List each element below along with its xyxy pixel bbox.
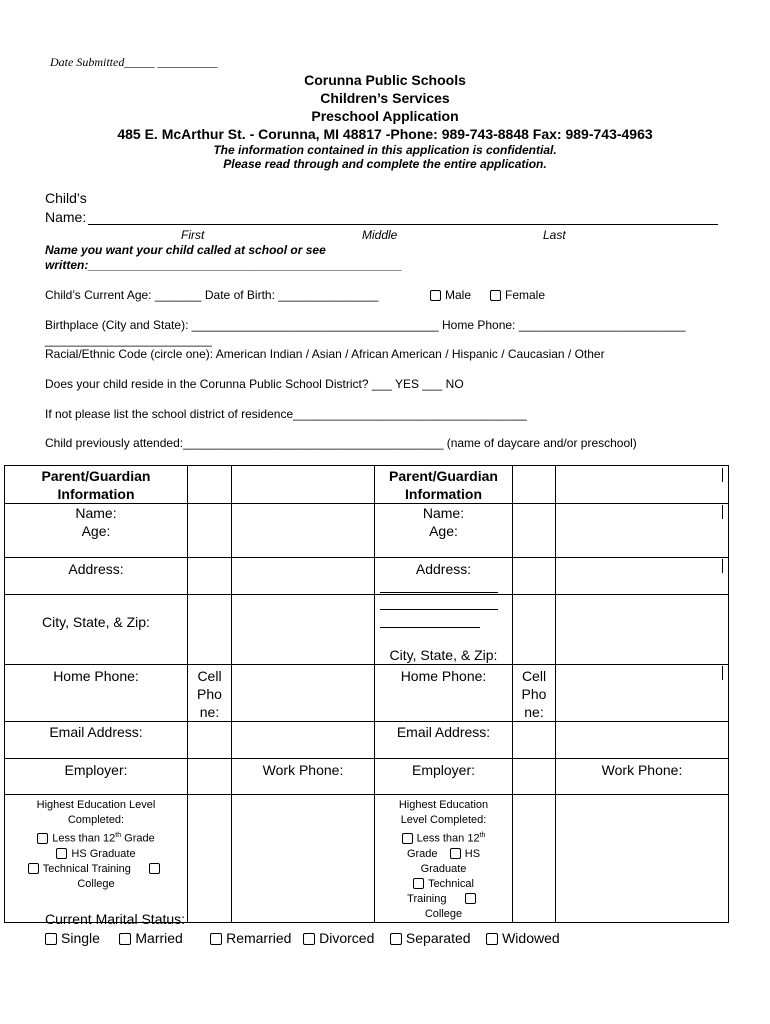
marital-widowed[interactable] xyxy=(486,930,560,946)
guardian1-name-age: Name: Age: xyxy=(5,504,188,558)
marital-options xyxy=(45,930,560,946)
cell[interactable] xyxy=(556,722,729,759)
previous-line[interactable]: Child previously attended:_______________________________________ (name of daycare and/or preschool) xyxy=(45,436,637,450)
date-submitted: Date Submitted_____ __________ xyxy=(50,55,218,69)
called-label-2[interactable]: written:_______________________________________________ xyxy=(45,258,402,272)
guardian-table xyxy=(4,465,729,923)
edu-tech-short: Technical xyxy=(428,877,474,890)
guardian2-home-phone: Home Phone: xyxy=(375,665,513,722)
edu-th: th xyxy=(479,832,486,839)
option-label: Remarried xyxy=(226,930,292,946)
option-label: Married xyxy=(135,930,183,946)
cell[interactable] xyxy=(188,504,232,558)
edu-less-option[interactable] xyxy=(5,828,187,847)
guardian2-education xyxy=(375,795,513,923)
marital-married[interactable] xyxy=(119,930,182,946)
edu-less-label: Less than 12 xyxy=(416,832,480,845)
first-label: First xyxy=(181,228,205,242)
college-checkbox[interactable] xyxy=(149,863,160,874)
cell[interactable] xyxy=(513,504,556,558)
age-dob-line[interactable]: Child’s Current Age: _______ Date of Birth: _______________ xyxy=(45,288,379,302)
marital-remarried[interactable] xyxy=(210,930,291,946)
guardian2-name-age: Name: Age: xyxy=(375,504,513,558)
checkbox[interactable] xyxy=(119,933,131,945)
cell[interactable] xyxy=(513,722,556,759)
cell[interactable] xyxy=(556,466,729,504)
edu-tech-label: Technical Training xyxy=(42,862,131,875)
checkbox[interactable] xyxy=(402,833,413,844)
female-label: Female xyxy=(505,288,546,302)
address-line: 485 E. McArthur St. - Corunna, MI 48817 -Phone: 989-743-8848 Fax: 989-743-4963 xyxy=(117,126,653,142)
guardian2-work-phone: Work Phone: xyxy=(556,759,729,795)
cell[interactable] xyxy=(188,466,232,504)
cell[interactable] xyxy=(232,795,375,923)
checkbox[interactable] xyxy=(486,933,498,945)
tick-mark xyxy=(722,468,723,482)
child-name-field[interactable] xyxy=(88,224,718,225)
middle-label: Middle xyxy=(362,228,398,242)
racial-line: Racial/Ethnic Code (circle one): American Indian / Asian / African American / Hispanic / Caucasian / Other xyxy=(45,347,605,361)
edu-title: Highest Education Level Completed: xyxy=(398,799,489,826)
child-name-label-1: Child’s xyxy=(45,190,87,206)
edu-tech-option[interactable] xyxy=(5,862,187,877)
birthplace-line[interactable]: Birthplace (City and State): _____________________________________ Home Phone: _________________________ xyxy=(45,318,686,332)
edu-grade-hs-option[interactable] xyxy=(375,847,512,862)
edu-training: Training xyxy=(407,892,447,905)
female-checkbox[interactable] xyxy=(490,290,501,301)
guardian2-header: Parent/Guardian Information xyxy=(375,466,513,504)
guardian1-work-phone: Work Phone: xyxy=(232,759,375,795)
address-line-right-3 xyxy=(380,627,480,628)
instructions-note: Please read through and complete the entire application. xyxy=(223,157,547,171)
college-checkbox[interactable] xyxy=(465,893,476,904)
guardian1-address: Address: xyxy=(5,558,188,595)
cell[interactable] xyxy=(556,665,729,722)
marital-label: Current Marital Status: xyxy=(45,911,186,927)
cell[interactable] xyxy=(513,595,556,665)
guardian1-cell-label: Cell Pho ne: xyxy=(188,665,232,722)
edu-tech-option[interactable] xyxy=(375,877,512,892)
female-option[interactable] xyxy=(490,288,545,302)
marital-separated[interactable] xyxy=(390,930,471,946)
cell[interactable] xyxy=(188,795,232,923)
school-district-line[interactable]: If not please list the school district of residence___________________________________ xyxy=(45,407,527,421)
address-line-right-1 xyxy=(380,592,498,593)
edu-hs-option[interactable] xyxy=(5,847,187,862)
cell[interactable] xyxy=(556,558,729,595)
cell[interactable] xyxy=(188,595,232,665)
checkbox[interactable] xyxy=(303,933,315,945)
edu-graduate: Graduate xyxy=(420,862,467,875)
called-label-1: Name you want your child called at school or see xyxy=(45,243,326,257)
marital-single[interactable] xyxy=(45,930,100,946)
guardian1-city: City, State, & Zip: xyxy=(5,595,188,665)
dept-name: Children’s Services xyxy=(320,90,450,106)
form-title: Preschool Application xyxy=(311,108,459,124)
cell[interactable] xyxy=(513,759,556,795)
checkbox[interactable] xyxy=(413,878,424,889)
guardian1-home-phone: Home Phone: xyxy=(5,665,188,722)
tick-mark xyxy=(722,666,723,680)
checkbox[interactable] xyxy=(37,833,48,844)
cell[interactable] xyxy=(188,759,232,795)
marital-divorced[interactable] xyxy=(303,930,374,946)
last-label: Last xyxy=(543,228,566,242)
male-option[interactable] xyxy=(430,288,471,302)
tick-mark xyxy=(722,559,723,573)
checkbox[interactable] xyxy=(45,933,57,945)
guardian2-email: Email Address: xyxy=(375,722,513,759)
cell[interactable] xyxy=(232,595,375,665)
cell[interactable] xyxy=(556,795,729,923)
cell[interactable] xyxy=(513,466,556,504)
guardian1-header: Parent/Guardian Information xyxy=(5,466,188,504)
district-line[interactable]: Does your child reside in the Corunna Public School District? ___ YES ___ NO xyxy=(45,377,464,391)
cell[interactable] xyxy=(188,558,232,595)
guardian2-cell-label: Cell Pho ne: xyxy=(513,665,556,722)
address-line-right-4 xyxy=(560,594,700,595)
guardian1-education xyxy=(5,795,188,923)
edu-grade: Grade xyxy=(124,832,155,845)
cell[interactable] xyxy=(232,466,375,504)
guardian2-employer: Employer: xyxy=(375,759,513,795)
cell[interactable] xyxy=(556,595,729,665)
male-label: Male xyxy=(445,288,472,302)
cell[interactable] xyxy=(513,795,556,923)
cell[interactable] xyxy=(232,722,375,759)
edu-title: Highest Education Level Completed: xyxy=(36,799,156,826)
option-label: Widowed xyxy=(502,930,560,946)
edu-college-label: College xyxy=(77,877,115,890)
checkbox[interactable] xyxy=(450,848,461,859)
guardian1-employer: Employer: xyxy=(5,759,188,795)
edu-training-option[interactable] xyxy=(375,892,512,907)
cell[interactable] xyxy=(513,558,556,595)
cell[interactable] xyxy=(188,722,232,759)
edu-less-option[interactable] xyxy=(375,828,512,847)
edu-less-label: Less than 12 xyxy=(52,832,116,845)
edu-hs-label: HS Graduate xyxy=(71,847,136,860)
tick-mark xyxy=(722,505,723,519)
guardian2-city: City, State, & Zip: xyxy=(375,595,513,665)
address-line-right-2 xyxy=(380,609,498,610)
edu-college-label: College xyxy=(424,907,463,920)
cell[interactable] xyxy=(232,665,375,722)
birthplace-cont[interactable]: _________________________ xyxy=(45,333,212,347)
guardian1-email: Email Address: xyxy=(5,722,188,759)
cell[interactable] xyxy=(556,504,729,558)
option-label: Divorced xyxy=(319,930,375,946)
checkbox[interactable] xyxy=(56,848,67,859)
edu-grade: Grade xyxy=(406,847,438,860)
edu-hs-short: HS xyxy=(464,847,481,860)
cell[interactable] xyxy=(232,504,375,558)
checkbox[interactable] xyxy=(390,933,402,945)
org-name: Corunna Public Schools xyxy=(304,72,466,88)
edu-th: th xyxy=(115,832,122,839)
confidential-note: The information contained in this application is confidential. xyxy=(213,143,557,157)
guardian2-address: Address: xyxy=(375,558,513,595)
checkbox[interactable] xyxy=(28,863,39,874)
address-line-left xyxy=(12,594,180,595)
cell[interactable] xyxy=(232,558,375,595)
option-label: Separated xyxy=(405,930,471,946)
child-name-label-2: Name: xyxy=(45,209,87,225)
male-checkbox[interactable] xyxy=(430,290,441,301)
checkbox[interactable] xyxy=(210,933,222,945)
option-label: Single xyxy=(61,930,100,946)
